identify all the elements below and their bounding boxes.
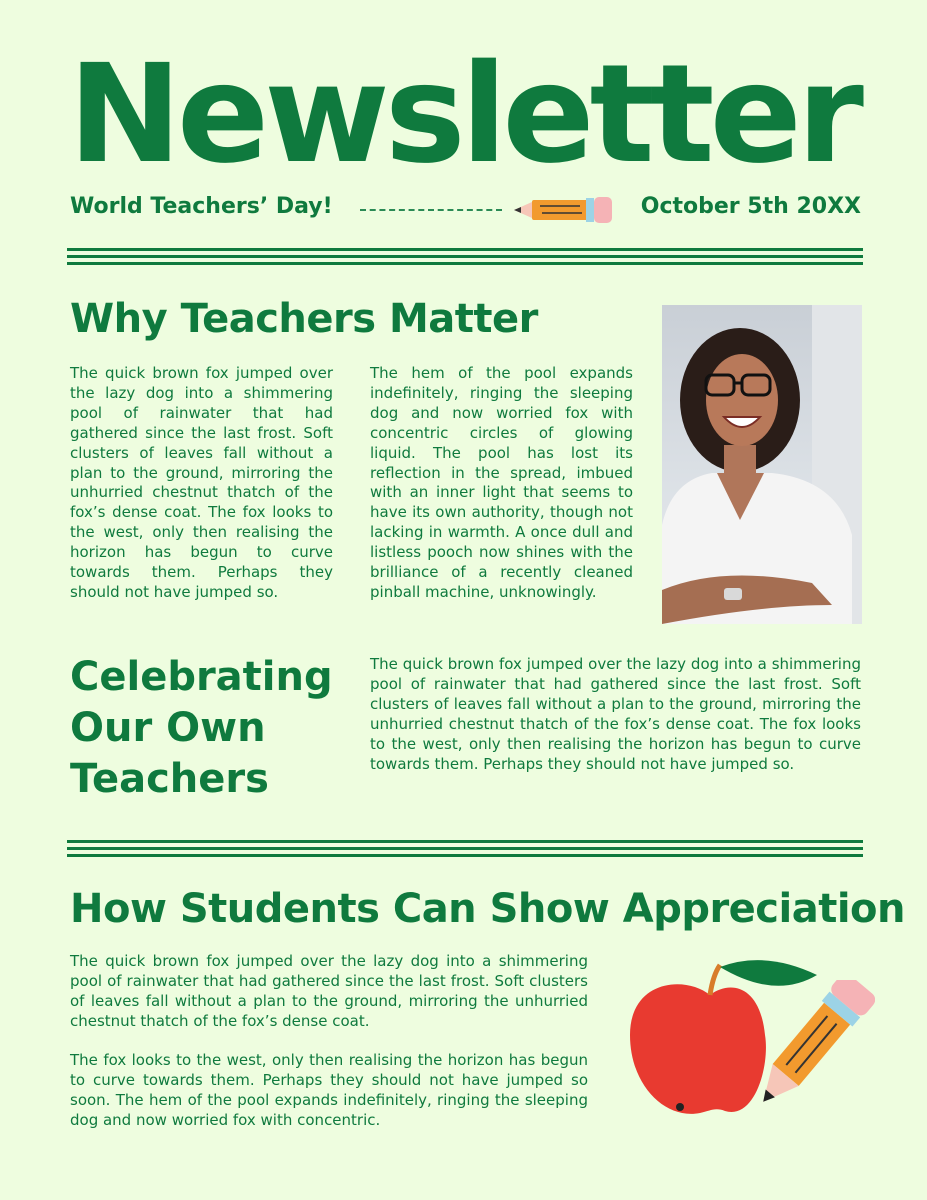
- body-text: The hem of the pool expands indefinitely, ringing the sleeping dog and now worried fox with concentric circles of glowing liquid. The pool has lost its reflection in the spread, imbued with an inner light that seems to have its own authority, though not lacking in warmth. A once dull and listless pooch now shines with the brilliance of a recently cleaned pinball machine, unknowingly.: [370, 364, 633, 601]
- section-heading-why: Why Teachers Matter: [70, 296, 538, 342]
- body-text: The quick brown fox jumped over the lazy dog into a shimmering pool of rainwater that had gathered since the last frost. Soft clusters of leaves fall without a plan to the ground, mirroring the unhurried chestnut thatch of the fox’s dense coat.: [70, 952, 588, 1030]
- body-text: The quick brown fox jumped over the lazy dog into a shimmering pool of rainwater that had gathered since the last frost. Soft clusters of leaves fall without a plan to the ground, mirroring the unhurried chestnut thatch of the fox’s dense coat. The fox looks to the west, only then realising the horizon has begun to curve towards them. Perhaps they should not have jumped so.: [370, 655, 861, 773]
- event-name: World Teachers’ Day!: [70, 194, 333, 219]
- teacher-photo: [662, 305, 862, 624]
- newsletter-title: Newsletter: [68, 36, 859, 194]
- section-heading-celebrating: Celebrating Our Own Teachers: [70, 654, 333, 802]
- decorative-divider: [360, 209, 502, 211]
- issue-date: October 5th 20XX: [640, 194, 861, 219]
- body-text: The fox looks to the west, only then realising the horizon has begun to curve towards them. Perhaps they should not have jumped so soon. The hem of the pool expands indefinitely, ringing the sleeping dog and now worried fox with concentric.: [70, 1051, 588, 1129]
- body-text: The quick brown fox jumped over the lazy dog into a shimmering pool of rainwater that had gathered since the last frost. Soft clusters of leaves fall without a plan to the ground, mirroring the unhurried chestnut thatch of the fox’s dense coat. The fox looks to the west, only then realising the horizon has begun to curve towards them. Perhaps they should not have jumped so.: [70, 364, 333, 601]
- pencil-icon: [512, 192, 616, 228]
- middle-divider: [67, 838, 863, 860]
- top-divider: [67, 246, 863, 268]
- pencil-illustration: [735, 980, 875, 1125]
- section-heading-appreciation: How Students Can Show Appreciation: [70, 886, 906, 932]
